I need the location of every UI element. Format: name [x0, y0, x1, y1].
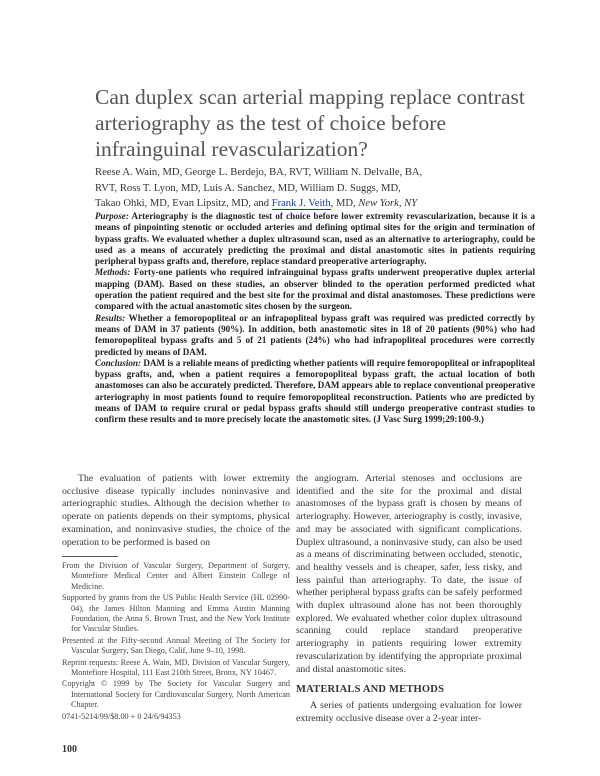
abstract-methods — [95, 267, 535, 312]
abstract-label: Methods: — [95, 267, 131, 278]
abstract-label: Conclusion: — [95, 357, 141, 368]
footnote-code: 0741-5214/99/$8.00 + 0 24/6/94353 — [62, 711, 181, 721]
abstract-label: Purpose: — [95, 211, 129, 221]
abstract-results — [95, 313, 535, 358]
body-paragraph: The evaluation of patients with lower extremity occlusive disease typically includes noninvasive and arteriographic studies. Although the decision whether to operate on patients depends on their symptoms, physical examination, and noninvasive studies, the choice of the operation to be performed is based on — [62, 473, 290, 548]
footnote-funding: Supported by grants from the US Public Health Service (HL 02990-04), the James Hilton Manning and Emma Austin Manning Foundation, the Anna S. Brown Trust, and the New York Institute for Vascular Studies. — [62, 593, 290, 634]
body-paragraph: the angiogram. Arterial stenoses and occlusions are identified and the site for the proximal and distal anastomoses of the bypass graft is chosen by means of arteriography. However, arteriography is costly, invasive, and may be associated with significant complications. Duplex ultrasound, a noninvasive study, can also be used as a means of discriminating between occluded, stenotic, and healthy vessels and is cheaper, safer, less risky, and less painful than arteriography. To date, the issue of whether peripheral bypass grafts can be safely performed with duplex ultrasound alone has not been thoroughly explored. We evaluated whether color duplex ultrasound scanning could replace standard preoperative arteriography in patients requiring lower extremity revascularization by identifying the appropriate proximal and distal anastomotic sites. — [296, 473, 522, 675]
footnote-reprint: Reprint requests: Reese A. Wain, MD, Division of Vascular Surgery, Montefiore Hospital, 111 East 210th Street, Bronx, NY 10467. — [62, 657, 290, 678]
author-location: New York, NY — [358, 198, 418, 209]
abstract-label: Results: — [95, 312, 126, 323]
abstract-purpose — [95, 211, 535, 267]
author-list — [95, 165, 545, 212]
footnote-copyright: Copyright © 1999 by The Society for Vascular Surgery and International Society for Cardiovascular Surgery, North American Chapter. — [62, 679, 290, 710]
author-line: RVT, Ross T. Lyon, MD, Luis A. Sanchez, MD, William D. Suggs, MD, — [95, 182, 401, 194]
body-paragraph: A series of patients undergoing evaluation for lower extremity occlusive disease over a 2-year inter- — [296, 699, 522, 724]
abstract-text: Whether a femoropopliteal or an infrapopliteal bypass graft was required was predicted correctly by means of DAM in 37 patients (90%). In addition, both anastomotic sites in 18 of 20 patients (90%) who had femoropopliteal bypass grafts and 5 of 21 patients (24%) who had infrapopliteal procedures were correctly predicted by means of DAM. — [95, 312, 535, 357]
author-line: Reese A. Wain, MD, George L. Berdejo, BA, RVT, William N. Delvalle, BA, — [95, 167, 423, 178]
footnote-divider — [62, 556, 118, 557]
article-title: Can duplex scan arterial mapping replace contrast arteriography as the test of choice before infrainguinal revascularization? — [95, 85, 525, 161]
abstract — [95, 211, 535, 426]
body-column-right — [296, 473, 522, 725]
footnotes — [62, 561, 290, 723]
abstract-text: Arteriography is the diagnostic test of choice before lower extremity revascularization, because it is a means of pinpointing stenotic or occluded arteries and defining optimal sites for the origin and termination of bypass grafts. We evaluated whether a duplex ultrasound scan, used as an alternative to arteriography, could be used as a means of accurately predicting the proximal and distal anastomotic sites in patients requiring peripheral bypass grafts and, therefore, replace standard preoperative arteriography. — [95, 211, 535, 267]
footnote-presented: Presented at the Fifty-second Annual Meeting of The Society for Vascular Surgery, San Diego, Calif, June 9–10, 1998. — [62, 635, 290, 656]
abstract-text: DAM is a reliable means of predicting whether patients will require femoropopliteal or infrapopliteal bypass grafts, and, when a patient requires a femoropopliteal bypass graft, the actual location of both anastomoses can also be accurately predicted. Therefore, DAM appears able to replace conventional preoperative arteriography in most patients found to require femoropopliteal reconstruction. Patients who are predicted by means of DAM to require crural or pedal bypass grafts should still undergo preoperative contrast studies to confirm these results and to more precisely locate the anastomotic sites. (J Vasc Surg 1999;29:100-9.) — [95, 357, 535, 425]
section-heading: MATERIALS AND METHODS — [296, 684, 445, 696]
footnote-affiliation: From the Division of Vascular Surgery, Department of Surgery, Montefiore Medical Center and Albert Einstein College of Medicine. — [62, 561, 290, 591]
author-line — [95, 196, 545, 212]
author-text: , MD, — [330, 198, 359, 209]
page-number: 100 — [62, 744, 77, 755]
body-column-left — [62, 473, 290, 549]
abstract-conclusion — [95, 358, 535, 426]
author-text: Takao Ohki, MD, Evan Lipsitz, MD, and — [95, 198, 272, 209]
abstract-text: Forty-one patients who required infrainguinal bypass grafts underwent preoperative duplex arterial mapping (DAM). Based on these studies, an observer blinded to the operation performed predicted what operation the patient required and the best site for the proximal and distal anastomoses. These predictions were compared with the actual anastomotic sites chosen by the surgeon. — [95, 267, 535, 312]
author-link[interactable]: Frank J. Veith — [271, 198, 331, 209]
